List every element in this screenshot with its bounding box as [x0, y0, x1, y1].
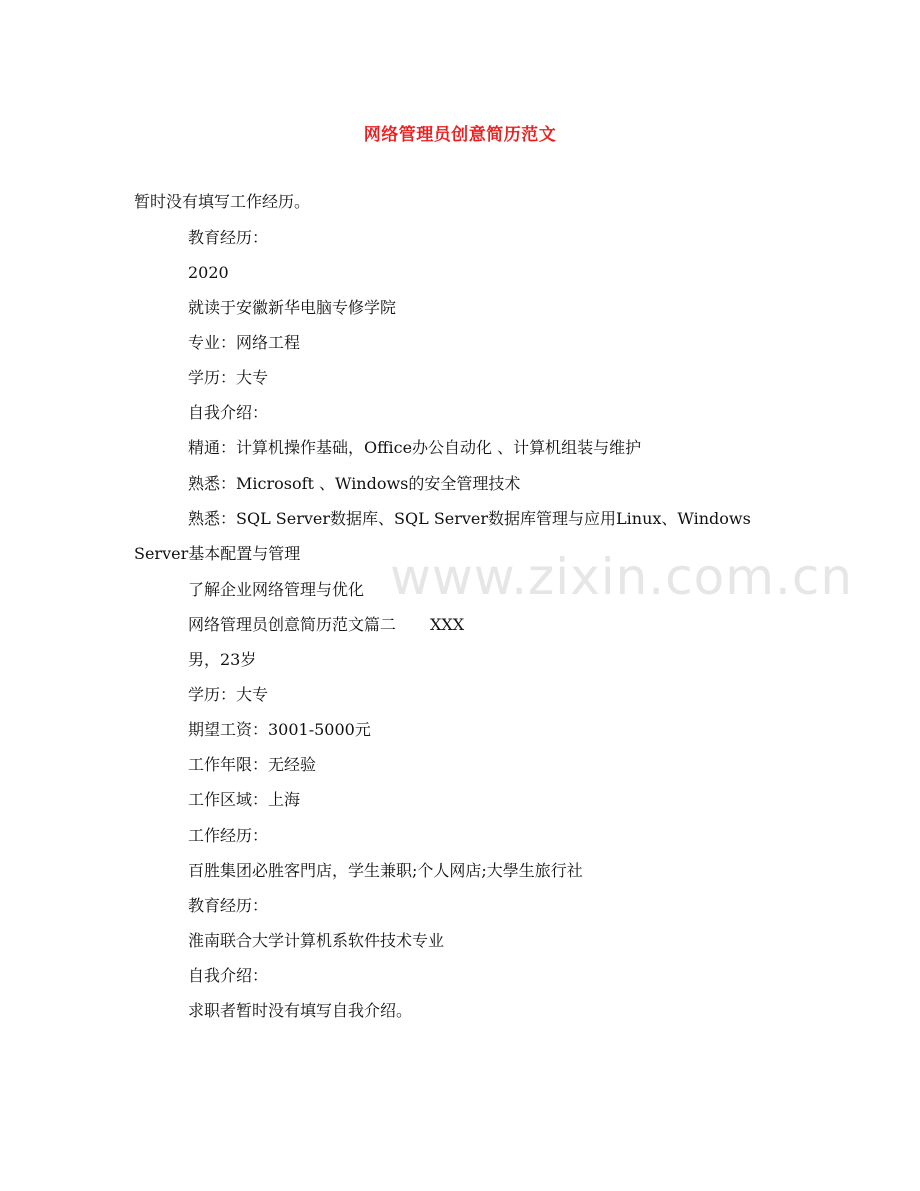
candidate-name: XXX: [430, 615, 465, 634]
text-line: 熟悉：Microsoft 、Windows的安全管理技术: [188, 474, 521, 493]
text-line: 学历：大专: [188, 368, 269, 387]
text-line: 熟悉：SQL Server数据库、SQL Server数据库管理与应用Linux、Windows: [188, 509, 751, 528]
text-line: 工作年限：无经验: [188, 755, 317, 774]
text-line: 教育经历：: [188, 896, 269, 915]
text-line: 教育经历：: [188, 228, 269, 247]
text-line: 暂时没有填写工作经历。: [134, 192, 311, 211]
text-line: 就读于安徽新华电脑专修学院: [188, 298, 397, 317]
document-title: 网络管理员创意简历范文: [363, 125, 557, 145]
text-line: 自我介绍：: [188, 403, 269, 422]
text-line: 自我介绍：: [188, 966, 269, 985]
text-line: 淮南联合大学计算机系软件技术专业: [188, 931, 445, 950]
text-line: 期望工资：3001-5000元: [188, 720, 371, 739]
text-line: 工作区域：上海: [188, 790, 301, 809]
text-line: 男，23岁: [188, 650, 257, 669]
text-line: 工作经历：: [188, 826, 269, 845]
text-line: 精通：计算机操作基础，Office办公自动化 、计算机组装与维护: [188, 438, 642, 457]
section-heading-line: [188, 613, 464, 637]
watermark: www.zixin.com.cn: [390, 548, 854, 606]
text-line: 了解企业网络管理与优化: [188, 580, 365, 599]
text-line: 学历：大专: [188, 685, 269, 704]
text-line: 2020: [188, 263, 229, 282]
text-line: 专业：网络工程: [188, 333, 301, 352]
text-line: Server基本配置与管理: [134, 544, 301, 563]
section-heading: 网络管理员创意简历范文篇二: [188, 615, 397, 634]
text-line: 求职者暂时没有填写自我介绍。: [188, 1001, 413, 1020]
text-line: 百胜集团必胜客門店，学生兼职;个人网店;大學生旅行社: [188, 861, 583, 880]
